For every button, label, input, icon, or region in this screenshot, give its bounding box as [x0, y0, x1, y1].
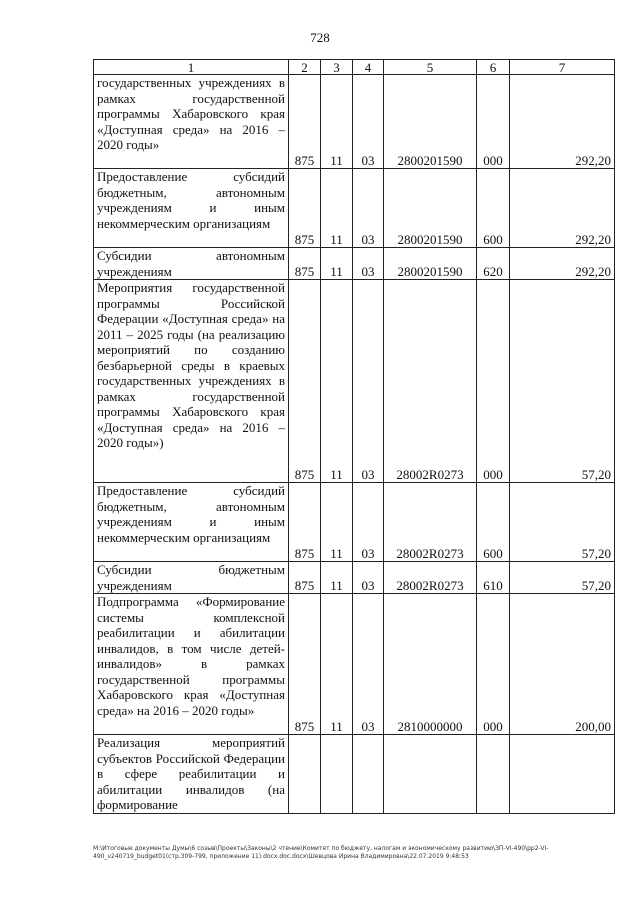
row-target-article: 2800201590 — [384, 248, 477, 280]
table-header-row — [94, 60, 615, 75]
table-row — [94, 248, 615, 280]
row-expense-type: 000 — [477, 594, 510, 735]
row-admin-code: 875 — [289, 562, 321, 594]
footer-line-1: М:\Итоговые документы Думы\6 созыв\Проекты\Законы\2 чтение\Комитет по бюджету, налогам и экономическому развитию\ЗП-VI-490\pp2-VI- — [93, 845, 549, 852]
row-subsection: 03 — [353, 75, 384, 169]
row-section: 11 — [321, 248, 353, 280]
row-target-article — [384, 735, 477, 814]
row-admin-code: 875 — [289, 594, 321, 735]
table-row — [94, 483, 615, 562]
row-section: 11 — [321, 562, 353, 594]
table-row — [94, 169, 615, 248]
row-subsection: 03 — [353, 483, 384, 562]
row-target-article: 2810000000 — [384, 594, 477, 735]
table-row — [94, 594, 615, 735]
row-amount: 57,20 — [510, 280, 615, 483]
row-subsection: 03 — [353, 169, 384, 248]
row-name: Субсидии бюджетным учреждениям — [94, 562, 289, 594]
table-row — [94, 280, 615, 483]
row-name: государственных учреждениях в рамках государственной программы Хабаровского края «Доступная среда» на 2016 – 2020 годы» — [94, 75, 289, 169]
header-col-4: 4 — [353, 60, 384, 75]
row-target-article: 28002R0273 — [384, 280, 477, 483]
row-amount: 57,20 — [510, 562, 615, 594]
row-subsection: 03 — [353, 248, 384, 280]
row-name: Мероприятия государственной программы Российской Федерации «Доступная среда» на 2011 – 2025 годы (на реализацию мероприятий по созданию безбарьерной среды в краевых государственных учреждениях в рамках государственной программы Хабаровского края «Доступная среда» на 2016 – 2020 годы») — [94, 280, 289, 483]
header-col-6: 6 — [477, 60, 510, 75]
row-expense-type: 000 — [477, 75, 510, 169]
row-amount: 57,20 — [510, 483, 615, 562]
row-subsection: 03 — [353, 562, 384, 594]
row-subsection: 03 — [353, 280, 384, 483]
row-amount — [510, 735, 615, 814]
header-col-3: 3 — [321, 60, 353, 75]
row-admin-code: 875 — [289, 483, 321, 562]
row-section: 11 — [321, 75, 353, 169]
row-expense-type — [477, 735, 510, 814]
header-col-5: 5 — [384, 60, 477, 75]
row-section — [321, 735, 353, 814]
row-admin-code: 875 — [289, 248, 321, 280]
row-target-article: 2800201590 — [384, 169, 477, 248]
row-amount: 200,00 — [510, 594, 615, 735]
row-name: Подпрограмма «Формирование системы комплексной реабилитации и абилитации инвалидов, в том числе детей-инвалидов» в рамках государственной программы Хабаровского края «Доступная среда» на 2016 – 2020 годы» — [94, 594, 289, 735]
page-number: 728 — [310, 30, 330, 45]
row-section: 11 — [321, 169, 353, 248]
row-admin-code: 875 — [289, 75, 321, 169]
header-col-1: 1 — [94, 60, 289, 75]
row-admin-code: 875 — [289, 280, 321, 483]
budget-table — [93, 59, 615, 814]
table-row — [94, 735, 615, 814]
row-section: 11 — [321, 594, 353, 735]
row-subsection — [353, 735, 384, 814]
row-section: 11 — [321, 483, 353, 562]
row-name: Реализация мероприятий субъектов Российской Федерации в сфере реабилитации и абилитации инвалидов (на формирование — [94, 735, 289, 814]
row-target-article: 28002R0273 — [384, 483, 477, 562]
row-name: Предоставление субсидий бюджетным, автономным учреждениям и иным некоммерческим организациям — [94, 483, 289, 562]
row-amount: 292,20 — [510, 169, 615, 248]
row-target-article: 28002R0273 — [384, 562, 477, 594]
row-section: 11 — [321, 280, 353, 483]
row-amount: 292,20 — [510, 75, 615, 169]
row-subsection: 03 — [353, 594, 384, 735]
row-expense-type: 620 — [477, 248, 510, 280]
header-col-7: 7 — [510, 60, 615, 75]
row-amount: 292,20 — [510, 248, 615, 280]
row-expense-type: 600 — [477, 483, 510, 562]
row-admin-code: 875 — [289, 169, 321, 248]
row-name: Субсидии автономным учреждениям — [94, 248, 289, 280]
table-row — [94, 562, 615, 594]
file-path-footer — [93, 845, 613, 861]
row-expense-type: 610 — [477, 562, 510, 594]
row-expense-type: 600 — [477, 169, 510, 248]
table-row — [94, 75, 615, 169]
row-name: Предоставление субсидий бюджетным, автономным учреждениям и иным некоммерческим организациям — [94, 169, 289, 248]
footer-line-2: 490_v240719_budget01(стр.309-799, приложение 11).docx.doc.docx\Шевцова Ирина Владимировна\22.07.2019 9:48:53 — [93, 853, 469, 860]
row-target-article: 2800201590 — [384, 75, 477, 169]
row-expense-type: 000 — [477, 280, 510, 483]
header-col-2: 2 — [289, 60, 321, 75]
row-admin-code — [289, 735, 321, 814]
